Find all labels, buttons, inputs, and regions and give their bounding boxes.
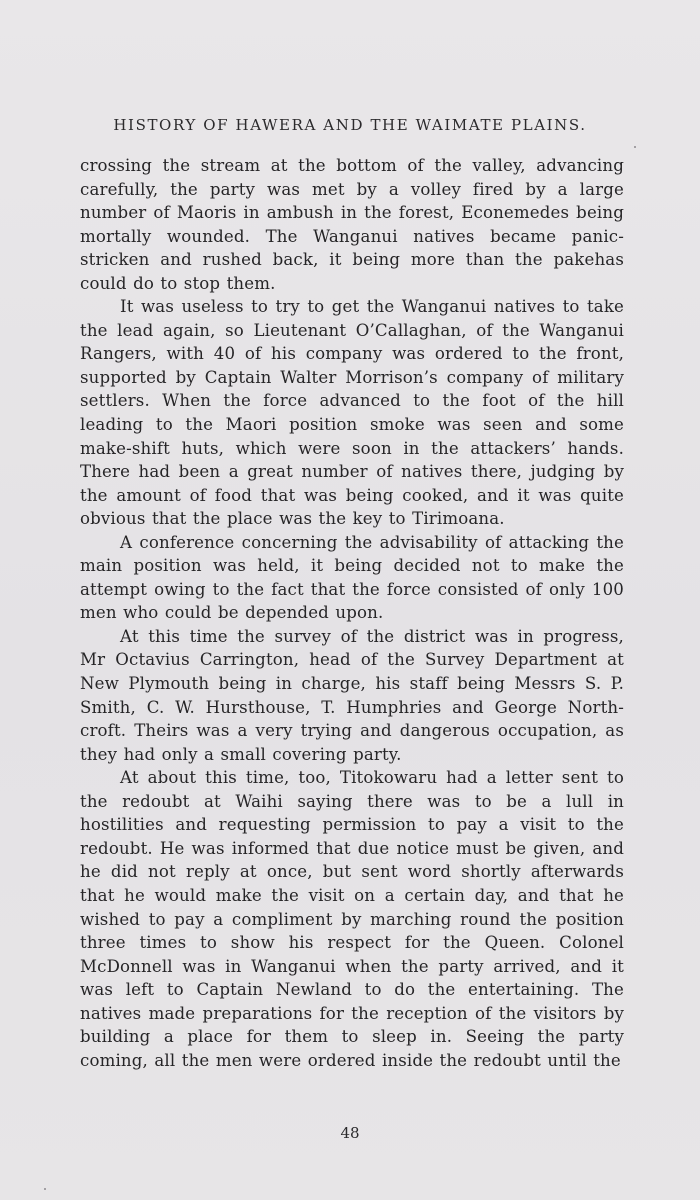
paragraph: It was useless to try to get the Wanganui natives to take the lead again, so Lieutenant O’Callaghan, of the Wanganui Rangers, with 40 of his company was ordered to the front, supported by Captain Walter Morrison’s company of military settlers. When the force advanced to the foot of the hill leading to the Maori position smoke was seen and some make-shift huts, which were soon in the attackers’ hands. There had been a great number of natives there, judging by the amount of food that was being cooked, and it was quite obvious that the place was the key to Tirimoana. bbox=[80, 297, 624, 529]
paper-speck bbox=[634, 146, 636, 148]
paragraph: At this time the survey of the district was in progress, Mr Octavius Carrington, head of the Survey Department at New Plymouth being in charge, his staff being Messrs S. P. Smith, C. W. Hursthouse, T. Humphries and George North-croft. Theirs was a very trying and dangerous occupation, as they had only a small covering party. bbox=[80, 626, 624, 764]
paragraph: crossing the stream at the bottom of the valley, advancing carefully, the party was met by a volley fired by a large number of Maoris in ambush in the forest, Econemedes being mortally wounded. The Wanganui natives became panic-stricken and rushed back, it being more than the pakehas could do to stop them. bbox=[80, 156, 624, 293]
paper-speck bbox=[44, 1188, 46, 1190]
paragraph: At about this time, too, Titokowaru had a letter sent to the redoubt at Waihi saying there was to be a lull in hostilities and requesting permission to pay a visit to the redoubt. He was informed that due notice must be given, and he did not reply at once, but sent word shortly afterwards that he would make the visit on a certain day, and that he wished to pay a compliment by marching round the position three times to show his respect for the Queen. Colonel McDonnell was in Wanganui when the party arrived, and it was left to Captain Newland to do the entertaining. The natives made preparations for the reception of the visitors by building a place for them to sleep in. Seeing the party coming, all the men were ordered inside the redoubt until the bbox=[80, 768, 624, 1070]
paragraph: A conference concerning the advisability of attacking the main position was held, it being decided not to make the attempt owing to the fact that the force consisted of only 100 men who could be depended upon. bbox=[80, 532, 624, 623]
page-number: 48 bbox=[340, 1124, 360, 1142]
body-text bbox=[80, 154, 624, 1072]
running-head: HISTORY OF HAWERA AND THE WAIMATE PLAINS. bbox=[113, 116, 587, 134]
